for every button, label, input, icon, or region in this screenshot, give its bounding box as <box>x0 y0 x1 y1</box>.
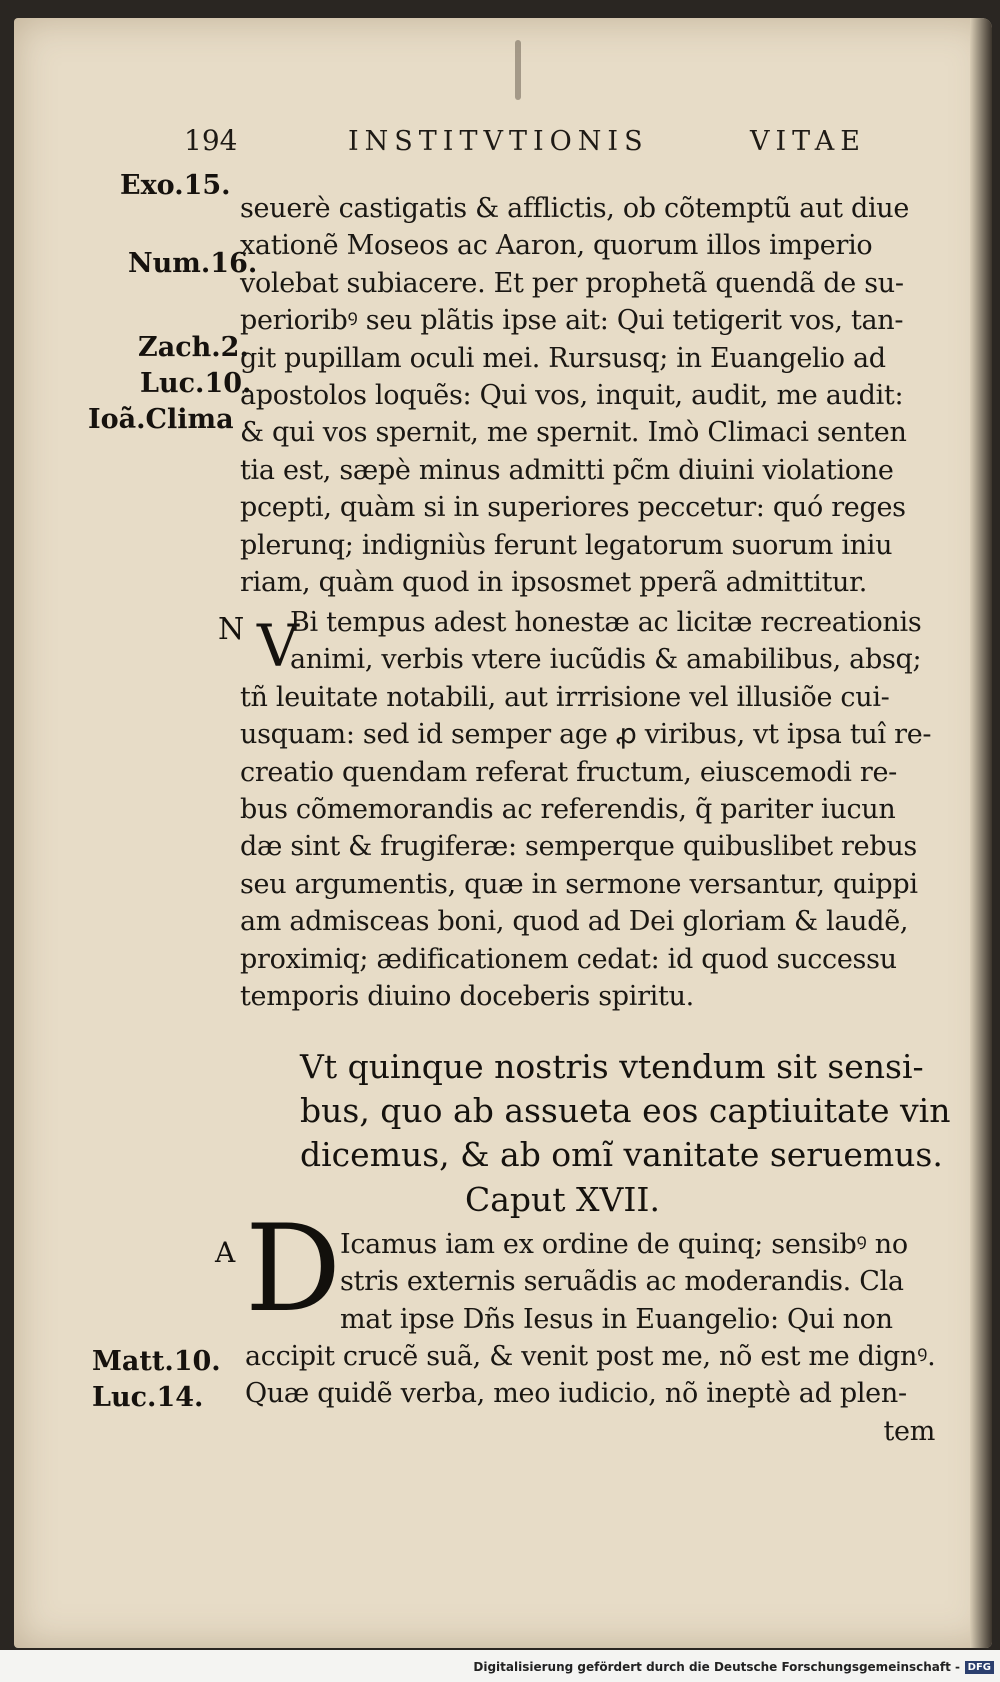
margin-ref-ioa: Ioã.Clima <box>88 404 234 435</box>
section-letter-n: N <box>218 612 245 647</box>
chapter-heading <box>300 1045 960 1177</box>
catchword: tem <box>883 1415 935 1447</box>
ink-mark <box>515 40 521 100</box>
footer-credit: Digitalisierung gefördert durch die Deutsche Forschungsgemeinschaft - <box>473 1660 960 1674</box>
margin-ref-zach: Zach.2. <box>138 332 249 363</box>
text-line: plerunq; indigniùs ferunt legatorum suorum iniu <box>240 529 893 561</box>
paragraph-2 <box>240 604 940 1015</box>
initial-letter-d: D <box>245 1200 342 1339</box>
text-line: am admisceas boni, quod ad Dei gloriam & laudẽ, <box>240 906 909 938</box>
text-line: & qui vos spernit, me spernit. Imò Climaci senten <box>240 417 907 449</box>
text-line: seu argumentis, quæ in sermone versantur, quippi <box>240 868 918 900</box>
text-line: git pupillam oculi mei. Rursusq; in Euangelio ad <box>240 342 886 374</box>
heading-line: dicemus, & ab omĩ vanitate seruemus. <box>300 1135 943 1174</box>
text-line: Icamus iam ex ordine de quinq; sensibꝰ no <box>340 1229 908 1260</box>
paragraph-3 <box>340 1226 940 1338</box>
page-number: 194 <box>184 124 238 157</box>
text-line: pcepti, quàm si in superiores peccetur: quó reges <box>240 492 906 524</box>
text-line: dæ sint & frugiferæ: semperque quibuslibet rebus <box>240 831 917 863</box>
running-title: INSTITVTIONIS <box>348 126 649 157</box>
text-line: volebat subiacere. Et per prophetã quendã de su- <box>240 267 904 299</box>
text-line: Bi tempus adest honestæ ac licitæ recreationis <box>290 607 922 638</box>
text-line: tñ leuitate notabili, aut irrrisione vel illusiõe cui- <box>240 681 890 713</box>
margin-ref-num: Num.16. <box>128 248 258 279</box>
margin-ref-matt: Matt.10. <box>92 1346 221 1377</box>
text-line: temporis diuino doceberis spiritu. <box>240 981 694 1013</box>
paragraph-3-continued <box>245 1338 945 1450</box>
running-title-2: VITAE <box>750 126 866 157</box>
text-line: apostolos loquẽs: Qui vos, inquit, audit, me audit: <box>240 380 904 412</box>
text-line: proximiq; ædificationem cedat: id quod successu <box>240 943 897 975</box>
dfg-logo: DFG <box>965 1661 994 1674</box>
paragraph-1 <box>240 190 940 601</box>
text-line: riam, quàm quod in ipsosmet pperã admittitur. <box>240 567 868 599</box>
margin-ref-luc14: Luc.14. <box>92 1382 204 1413</box>
text-line: animi, verbis vtere iucũdis & amabilibus, absq; <box>290 644 922 676</box>
text-line: perioribꝰ seu plãtis ipse ait: Qui tetigerit vos, tan- <box>240 305 904 337</box>
text-line: bus cõmemorandis ac referendis, q̃ pariter iucun <box>240 794 896 826</box>
text-line: creatio quendam referat fructum, eiuscemodi re- <box>240 756 897 788</box>
text-line: Quæ quidẽ verba, meo iudicio, nõ ineptè ad plen- <box>245 1378 907 1410</box>
text-line: accipit crucẽ suã, & venit post me, nõ est me dignꝰ. <box>245 1341 936 1372</box>
page-spine-shadow <box>970 18 992 1648</box>
text-line: seuerè castigatis & afflictis, ob cõtemptũ aut diue <box>240 193 910 224</box>
text-line: xationẽ Moseos ac Aaron, quorum illos imperio <box>240 230 873 262</box>
text-line: mat ipse Dñs Iesus in Euangelio: Qui non <box>340 1303 893 1335</box>
text-line: usquam: sed id semper age ꝓ viribus, vt ipsa tuî re- <box>240 719 932 751</box>
margin-ref-luc: Luc.10. <box>140 368 252 399</box>
heading-line: bus, quo ab assueta eos captiuitate vin <box>300 1091 951 1130</box>
section-letter-a: A <box>215 1236 236 1269</box>
text-line: stris externis seruãdis ac moderandis. Cla <box>340 1266 904 1298</box>
margin-ref-exo: Exo.15. <box>120 170 231 201</box>
heading-line: Vt quinque nostris vtendum sit sensi- <box>300 1047 924 1086</box>
text-line: tia est, sæpè minus admitti pc̃m diuini violatione <box>240 454 894 486</box>
page-header <box>0 124 1000 174</box>
chapter-number: Caput XVII. <box>465 1180 660 1219</box>
initial-letter-v: V <box>257 612 299 680</box>
